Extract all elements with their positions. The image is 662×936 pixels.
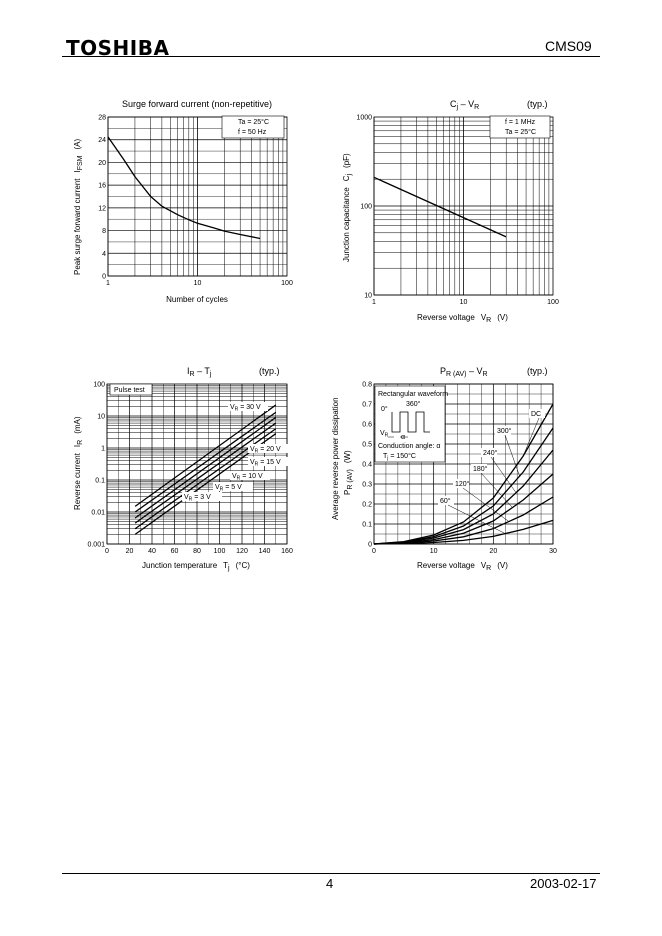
y-tick-label: 0.2 — [362, 501, 372, 509]
pr-x-axis-label — [417, 561, 508, 572]
series-label: $V_R = 30$ V — [230, 404, 261, 413]
x-tick-label: 160 — [281, 548, 293, 555]
pr-title-sub1: R (AV) — [446, 371, 467, 378]
y-tick-label: 20 — [98, 159, 106, 167]
x-tick-label: 0 — [105, 548, 109, 555]
cj-x-label-sym: V — [480, 313, 487, 322]
cj-title-sub2: R — [474, 104, 480, 111]
pr-inset-tj-sub: j — [387, 455, 389, 462]
x-tick-label: 1 — [106, 280, 110, 287]
y-tick-label: 100 — [360, 203, 372, 211]
pr-x-label-sym: V — [480, 561, 487, 570]
pr-title-main: P — [440, 366, 447, 376]
y-tick-label: 24 — [98, 137, 106, 145]
cj-title-sub1: j — [456, 104, 459, 111]
y-tick-label: 0.5 — [362, 441, 372, 449]
ir-y-label-text: Reverse current — [73, 453, 82, 510]
cj-title-mid: – V — [458, 99, 475, 109]
pr-y-label-text: Average reverse power dissipation — [331, 397, 340, 520]
series-label: DC — [531, 411, 542, 418]
x-tick-label: 10 — [459, 299, 468, 306]
x-tick-label: 0 — [372, 548, 376, 555]
y-tick-label: 4 — [102, 250, 106, 258]
y-tick-label: 10 — [97, 413, 105, 421]
toshiba-logo: TOSHIBA — [66, 36, 170, 60]
y-tick-label: 0.1 — [95, 477, 105, 485]
pr-chart-title — [440, 366, 488, 378]
surge-x-axis-label: Number of cycles — [166, 295, 228, 304]
x-tick-label: 100 — [547, 299, 559, 306]
x-tick-label: 20 — [125, 548, 134, 555]
pr-x-label-unit: (V) — [497, 561, 508, 570]
cj-typ-label: (typ.) — [527, 99, 548, 109]
x-tick-label: 10 — [429, 548, 438, 555]
y-tick-label: 0.4 — [362, 461, 372, 469]
pr-title-sub2: R — [482, 371, 488, 378]
y-tick-label: 0.8 — [362, 381, 372, 389]
pr-inset-alpha: α — [401, 434, 406, 441]
x-tick-label: 60 — [170, 548, 179, 555]
series-label: $V_R = 5$ V — [215, 484, 242, 493]
ir-typ-label: (typ.) — [259, 366, 280, 376]
x-tick-label: 30 — [549, 548, 557, 555]
y-tick-label: 0.7 — [362, 401, 372, 409]
x-tick-label: 120 — [236, 548, 248, 555]
pr-inset-vr-sym: V — [380, 430, 385, 437]
y-tick-label: 0.1 — [362, 521, 372, 529]
y-tick-label: 0.01 — [91, 509, 105, 517]
ir-x-label-unit: (°C) — [235, 561, 250, 570]
ir-pulse-test-label: Pulse test — [114, 387, 145, 394]
y-tick-label: 0.3 — [362, 481, 372, 489]
pr-inset-zero: 0° — [381, 406, 388, 413]
ir-title-sub2: j — [209, 371, 212, 378]
cj-y-label-sym: C — [342, 175, 351, 182]
x-tick-label: 140 — [258, 548, 271, 555]
pr-y-label-unit: (W) — [343, 450, 352, 464]
part-number: CMS09 — [545, 38, 592, 54]
series-label: $V_R = 3$ V — [184, 494, 211, 503]
x-tick-label: 40 — [148, 548, 156, 555]
series-label: 60° — [440, 498, 451, 505]
y-tick-label: 10 — [364, 292, 372, 300]
ir-x-label-sym: T — [223, 561, 229, 570]
series-label: 120° — [455, 481, 470, 488]
document-date: 2003-02-17 — [530, 876, 597, 891]
surge-y-label-sym: I — [73, 170, 82, 173]
cj-x-label-text: Reverse voltage — [417, 313, 475, 322]
series-leader-line — [491, 457, 516, 493]
ir-y-label-unit: (mA) — [73, 416, 82, 434]
y-tick-label: 12 — [98, 205, 106, 213]
pr-y-axis-label — [331, 397, 340, 520]
series-label: $V_R = 20$ V — [250, 446, 281, 455]
surge-condition-2: f = 50 Hz — [238, 129, 267, 136]
pr-inset-conduction: Conduction angle: α — [378, 443, 441, 450]
pr-y-label-sym: P — [343, 489, 352, 495]
svg-text:PR (AV)(W) — [343, 450, 354, 495]
pr-typ-label: (typ.) — [527, 366, 548, 376]
cj-condition-1: f = 1 MHz — [505, 119, 536, 126]
pr-inset-vr-sub: R — [384, 432, 389, 439]
ir-title-sub1: R — [189, 371, 195, 378]
series-label: 240° — [483, 450, 498, 457]
y-tick-label: 28 — [98, 114, 106, 122]
y-tick-label: 0 — [368, 541, 372, 549]
pr-inset-title: Rectangular waveform — [378, 391, 449, 398]
x-tick-label: 80 — [193, 548, 201, 555]
surge-y-label-text: Peak surge forward current — [73, 178, 82, 275]
pr-x-label-text: Reverse voltage — [417, 561, 475, 570]
ir-y-label-sub: R — [77, 439, 84, 445]
pr-inset-period: 360° — [406, 401, 421, 408]
page-number: 4 — [326, 876, 334, 891]
cj-y-label-sub: j — [346, 173, 353, 176]
x-tick-label: 1 — [372, 299, 376, 306]
cj-x-label-sub: R — [486, 317, 492, 324]
series-label: 180° — [473, 466, 488, 473]
pr-waveform-inset — [375, 386, 448, 462]
ir-x-label-text: Junction temperature — [142, 561, 218, 570]
series-label: $V_R = 15$ V — [250, 459, 281, 468]
pr-y-label-sub: R (AV) — [347, 469, 354, 490]
pr-y-axis-label-sym — [343, 450, 354, 495]
ir-x-label-sub: j — [228, 565, 230, 572]
y-tick-label: 100 — [93, 381, 105, 389]
y-tick-label: 0.001 — [87, 541, 105, 549]
cj-condition-2: Ta = 25°C — [505, 129, 537, 136]
pr-inset-tj-val: = 150°C — [388, 453, 416, 460]
surge-y-label-sub: FSM — [77, 155, 84, 171]
y-tick-label: 0 — [102, 273, 106, 281]
ir-y-label-sym: I — [73, 444, 82, 448]
surge-y-label-unit: (A) — [73, 138, 82, 150]
cj-x-label-unit: (V) — [497, 313, 508, 322]
series-label: 300° — [497, 428, 512, 435]
x-tick-label: 100 — [213, 548, 226, 555]
y-tick-label: 8 — [102, 228, 106, 236]
surge-chart-title: Surge forward current (non-repetitive) — [121, 99, 273, 109]
x-tick-label: 100 — [281, 280, 293, 287]
footer-divider — [62, 873, 600, 874]
y-tick-label: 1 — [101, 445, 105, 453]
x-tick-label: 20 — [489, 548, 498, 555]
cj-y-label-unit: (pF) — [342, 153, 351, 168]
x-tick-label: 10 — [193, 280, 202, 287]
surge-condition-1: Ta = 25°C — [238, 119, 270, 126]
y-tick-label: 16 — [98, 182, 106, 190]
pr-title-mid: – V — [466, 366, 483, 376]
cj-y-label-text: Junction capacitance — [342, 187, 351, 262]
pr-x-label-sub: R — [486, 565, 492, 572]
ir-title-main: I — [187, 366, 190, 376]
y-tick-label: 1000 — [356, 114, 372, 122]
series-label: $V_R = 10$ V — [232, 473, 263, 482]
pr-inset-tj-sym: T — [383, 453, 388, 460]
ir-title-mid: – T — [194, 366, 210, 376]
cj-title-main: C — [450, 99, 457, 109]
y-tick-label: 0.6 — [362, 421, 372, 429]
